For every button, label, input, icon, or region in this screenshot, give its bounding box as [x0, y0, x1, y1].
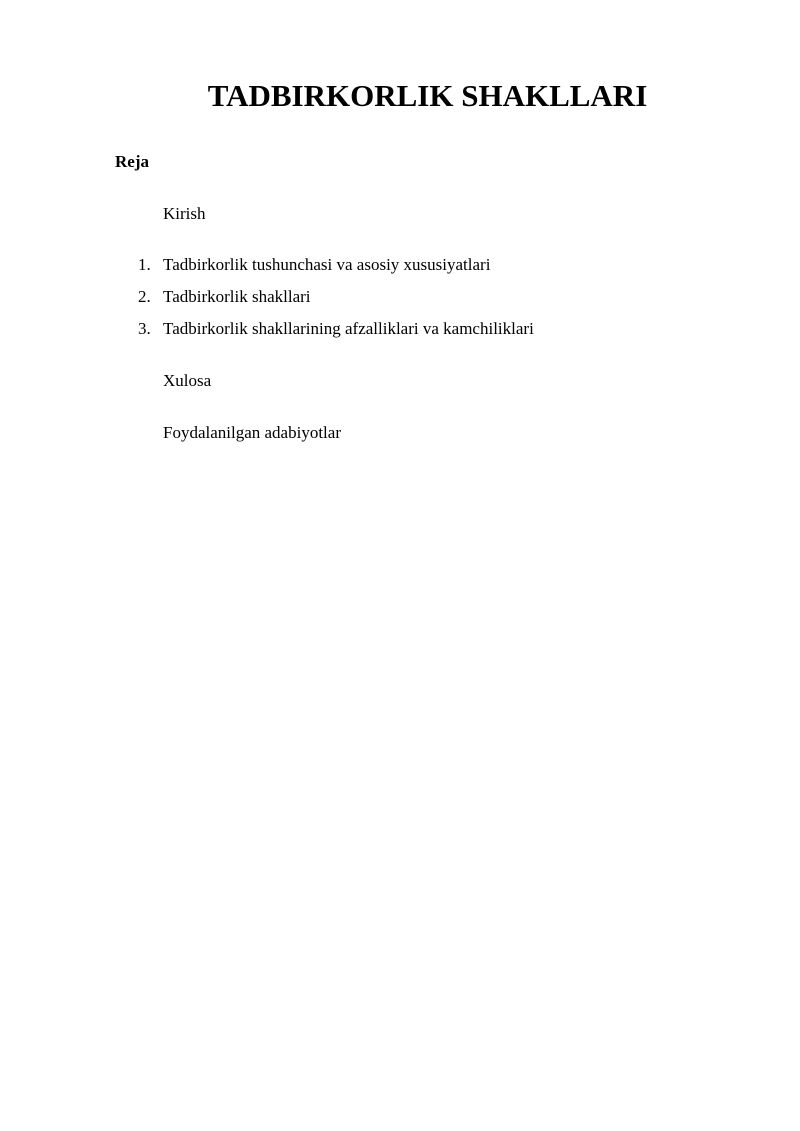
- plan-item-number: 3.: [138, 319, 151, 338]
- conclusion-entry: Xulosa: [163, 371, 212, 390]
- plan-heading: Reja: [115, 152, 149, 171]
- plan-item-text: Tadbirkorlik shakllari: [163, 287, 311, 306]
- intro-entry: Kirish: [163, 204, 206, 223]
- plan-item-number: 1.: [138, 255, 151, 274]
- plan-item-text: Tadbirkorlik shakllarining afzalliklari va kamchiliklari: [163, 319, 534, 338]
- references-entry: Foydalanilgan adabiyotlar: [163, 423, 341, 442]
- plan-item-number: 2.: [138, 287, 151, 306]
- plan-item-text: Tadbirkorlik tushunchasi va asosiy xususiyatlari: [163, 255, 491, 274]
- document-title: TADBIRKORLIK SHAKLLARI: [207, 78, 648, 113]
